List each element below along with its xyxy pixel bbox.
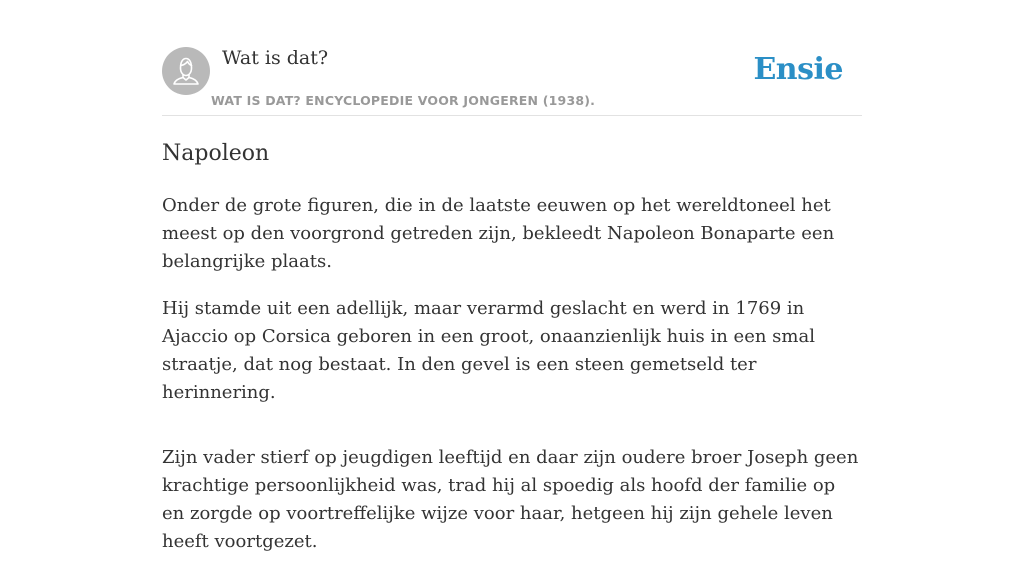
content-column — [162, 0, 862, 552]
user-silhouette-icon — [162, 47, 210, 95]
source-subtitle[interactable]: WAT IS DAT? ENCYCLOPEDIE VOOR JONGEREN (1938). — [211, 93, 596, 108]
source-title[interactable]: Wat is dat? — [222, 47, 329, 69]
ensie-logo-link[interactable]: Ensie — [753, 52, 843, 87]
article-paragraph: Onder de grote figuren, die in de laatste eeuwen op het wereldtoneel het meest op den voorgrond getreden zijn, bekleedt Napoleon Bonaparte een belangrijke plaats. — [162, 195, 835, 272]
article-paragraph: Zijn vader stierf op jeugdigen leeftijd en daar zijn oudere broer Joseph geen krachtige persoonlijkheid was, trad hij al spoedig als hoofd der familie op en zorgde op voortreffelijke wijze voor haar, hetgeen hij zijn gehele leven heeft voortgezet. — [162, 447, 859, 552]
article-body — [162, 192, 862, 575]
avatar[interactable] — [162, 47, 210, 95]
article-paragraph: Hij stamde uit een adellijk, maar verarmd geslacht en werd in 1769 in Ajaccio op Corsica geboren in een groot, onaanzienlijk huis in een smal straatje, dat nog bestaat. In den gevel is een steen gemetseld ter herinnering. — [162, 298, 815, 403]
article-title: Napoleon — [162, 141, 270, 166]
source-header — [162, 0, 862, 116]
